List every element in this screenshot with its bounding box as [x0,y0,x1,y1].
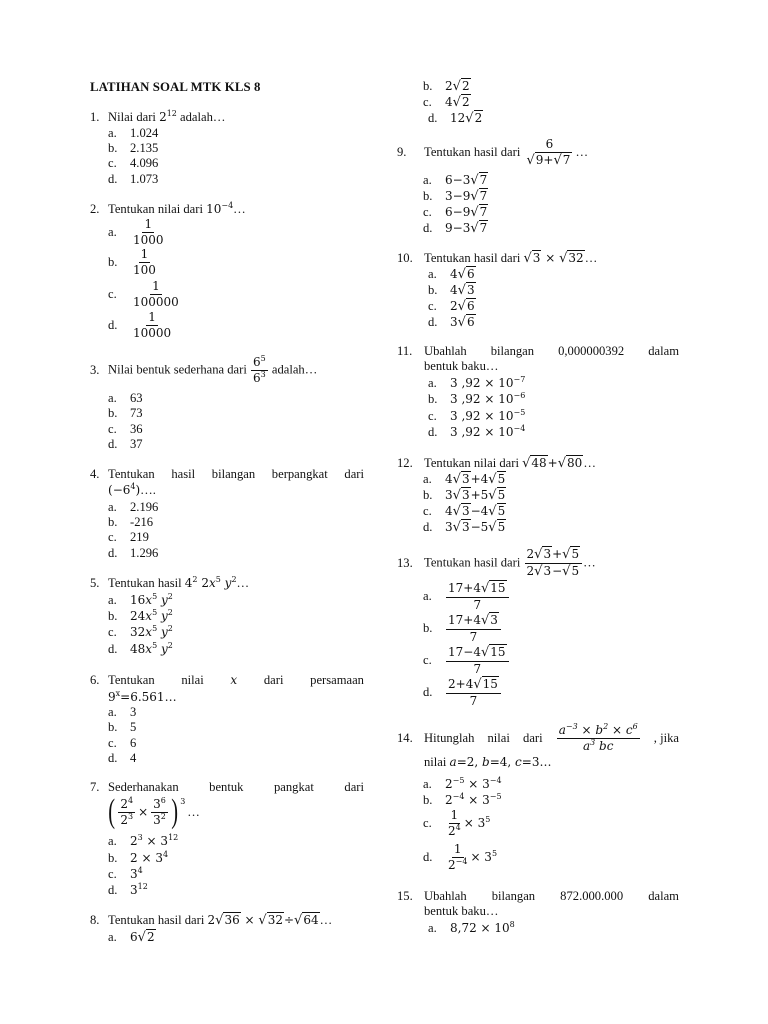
question-6: 6. Tentukan nilai x dari persamaan $9^x=6.561\dots$ [90,673,364,704]
option-a[interactable]: a. 63 [108,391,143,405]
option-b[interactable]: b. 3√3+5√5 [423,488,506,503]
option-b[interactable]: b. 3 $,92 \times 10^{-6}$ [428,391,526,406]
option-c[interactable]: c. 3 $,92 \times 10^{-5}$ [428,408,526,423]
option-a[interactable]: a. 6−3√7 [423,173,488,188]
option-d[interactable]: d. 1.073 [108,172,159,186]
option-c[interactable]: c. 4√3−4√5 [423,504,506,519]
question-12: 12. Tentukan nilai dari √48+√80… [397,456,596,471]
option-b[interactable]: b. $2 \times 3^4$ [108,850,169,865]
option-a[interactable]: a. $2^{-5} \times 3^{-4}$ [423,776,502,791]
option-d[interactable]: d. $48x^5$ $y^2$ [108,641,173,656]
option-d[interactable]: d. $\frac{2+4√15}{7}$ [423,678,502,708]
option-d[interactable]: d. $3^{12}$ [108,882,148,897]
option-c[interactable]: c. 4√2 [423,95,470,110]
question-5: 5. Tentukan hasil $4^2$ $2x^5$ $y^2\dots$ [90,575,250,590]
option-b[interactable]: b. 5 [108,720,137,734]
option-b[interactable]: b. $2^{-4} \times 3^{-5}$ [423,792,502,807]
option-d[interactable]: d. 9−3√7 [423,221,488,236]
option-c[interactable]: c. 36 [108,422,143,436]
option-b[interactable]: b. 2√2 [423,79,470,94]
option-a[interactable]: a. 3 [108,705,137,719]
option-d[interactable]: d. 12√2 [428,111,483,126]
option-c[interactable]: c. 219 [108,530,149,544]
option-c[interactable]: c. 4.096 [108,156,159,170]
option-b[interactable]: b. 3−9√7 [423,189,488,204]
question-4: 4. Tentukan hasil bilangan berpangkat dari $(-6^4)\dots$. [90,467,364,497]
question-9: 9. Tentukan hasil dari $\frac{6}{√9+√7}$ … [397,137,589,168]
option-d[interactable]: d. $\frac{1}{10000}$ [108,310,172,340]
question-3: 3. Nilai bentuk sederhana dari $\frac{6^5}{6^3}$ adalah… [90,354,318,385]
option-a[interactable]: a. 1.024 [108,126,159,140]
option-c[interactable]: c. 2√6 [428,299,475,314]
option-a[interactable]: a. $2^3 \times 3^{12}$ [108,833,179,848]
option-a[interactable]: a. $\frac{17+4√15}{7}$ [423,582,510,612]
option-c[interactable]: c. $\frac{1}{2^4}$ × $3^5$ [423,808,491,838]
option-b[interactable]: b. $24x^5$ $y^2$ [108,608,173,623]
option-b[interactable]: b. 4√3 [428,283,475,298]
option-d[interactable]: d. 3√3−5√5 [423,520,506,535]
option-c[interactable]: c. $\frac{17-4√15}{7}$ [423,646,510,676]
option-b[interactable]: b. -216 [108,515,154,529]
option-d[interactable]: d. 1.296 [108,546,159,560]
option-d[interactable]: d. 4 [108,751,137,765]
option-a[interactable]: a. 2.196 [108,500,159,514]
option-d[interactable]: d. 3 $,92 \times 10^{-4}$ [428,424,526,439]
question-number: 1. [90,110,100,124]
question-15: 15. Ubahlah bilangan 872.000.000 dalam bentuk baku… [397,889,679,918]
option-a[interactable]: a. 3 $,92 \times 10^{-7}$ [428,375,526,390]
option-a[interactable]: a. $\frac{1}{1000}$ [108,217,164,247]
option-d[interactable]: d. 3√6 [428,315,475,330]
option-d[interactable]: d. $\frac{1}{2^{-4}}$ × $3^5$ [423,842,498,872]
question-14: 14. Hitunglah nilai dari $\frac{a^{-3} \times b^2 \times c^6}{a^3 bc}$ , jika nilai a=2, b=4, c=3… [397,722,679,769]
question-1 [90,110,364,125]
option-c[interactable]: c. 6−9√7 [423,205,488,220]
option-c[interactable]: c. 6 [108,736,137,750]
option-c[interactable]: c. $32x^5$ $y^2$ [108,624,173,639]
option-b[interactable]: b. $\frac{17+4√3}{7}$ [423,614,502,644]
question-7: 7. Sederhanakan bentuk pangkat dari ( $\frac{2^4}{2^3}$ × $\frac{3^6}{3^2}$ ) 3 … [90,780,364,830]
worksheet-title: LATIHAN SOAL MTK KLS 8 [90,80,261,94]
option-a[interactable]: a. 4√3+4√5 [423,472,506,487]
question-10: 10. Tentukan hasil dari √3 × √32… [397,251,598,266]
question-11: 11. Ubahlah bilangan 0,000000392 dalam bentuk baku… [397,344,679,373]
option-a[interactable]: a. 4√6 [428,267,475,282]
option-a[interactable]: a. $8,72 \times 10^8$ [428,920,515,935]
question-8: 8. Tentukan hasil dari 2√36 × √32÷√64… [90,913,333,928]
question-13: 13. Tentukan hasil dari $\frac{2√3+√5}{2√3-√5}$ … [397,547,596,580]
option-d[interactable]: d. 37 [108,437,143,451]
option-b[interactable]: b. 2.135 [108,141,159,155]
option-c[interactable]: c. $3^4$ [108,866,143,881]
option-c[interactable]: c. $\frac{1}{100000}$ [108,279,179,309]
option-a[interactable]: a. 6√2 [108,930,155,945]
question-2: 2. Tentukan nilai dari $10^{-4}\dots$ [90,201,246,216]
option-b[interactable]: b. 73 [108,406,143,420]
question-text: Nilai dari $2^{12}$ adalah… [108,109,226,124]
option-b[interactable]: b. $\frac{1}{100}$ [108,247,156,277]
option-a[interactable]: a. $16x^5$ $y^2$ [108,592,173,607]
question-7-expression: ( $\frac{2^4}{2^3}$ × $\frac{3^6}{3^2}$ ) 3 … [108,793,200,830]
